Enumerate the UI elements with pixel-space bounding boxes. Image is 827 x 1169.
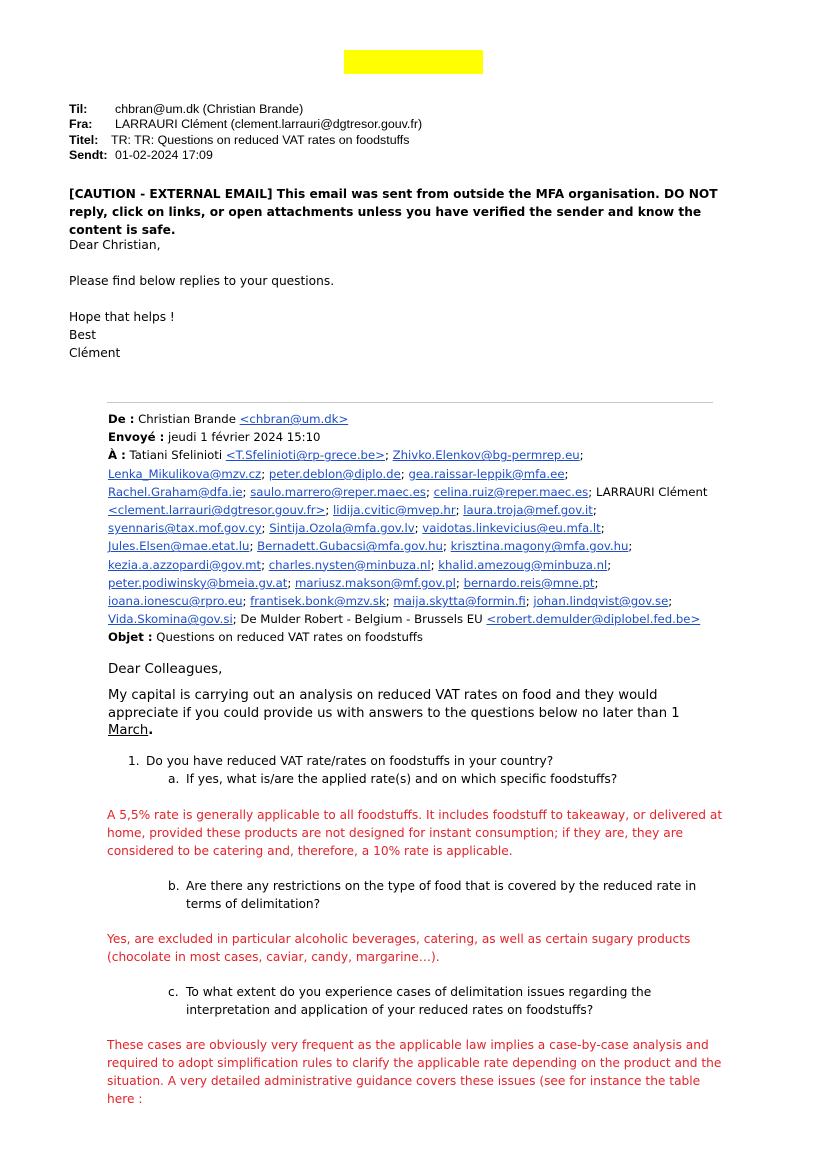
reply-line-3: Best <box>69 328 96 342</box>
email-link[interactable]: gea.raissar-leppik@mfa.ee <box>408 466 565 481</box>
answer-a: A 5,5% rate is generally applicable to all foodstuffs. It includes foodstuff to takeaway, or delivered at home, provided these products are not designed for instant consumption; if they are, they are considered to be catering and, therefore, a 10% rate is applicable. <box>107 808 723 858</box>
forward-to-line-5: syennaris@tax.mof.gov.cy; Sintija.Ozola@mfa.gov.lv; vaidotas.linkevicius@eu.mfa.lt; <box>108 521 605 536</box>
email-link[interactable]: mariusz.makson@mf.gov.pl <box>294 575 456 590</box>
email-link[interactable]: ioana.ionescu@rpro.eu <box>108 594 243 609</box>
question-1a: a. If yes, what is/are the applied rate(s) and on which specific foodstuffs? <box>168 772 618 786</box>
email-link[interactable]: Bernadett.Gubacsi@mfa.gov.hu <box>257 539 443 554</box>
reply-signature: Clément <box>69 346 121 360</box>
email-link[interactable]: <chbran@um.dk> <box>239 412 349 426</box>
reply-line-1: Please find below replies to your questions. <box>69 274 335 288</box>
email-link[interactable]: Vida.Skomina@gov.si <box>108 612 233 627</box>
email-link[interactable]: Lenka_Mikulikova@mzv.cz <box>108 466 262 481</box>
email-link[interactable]: saulo.marrero@reper.maec.es <box>250 484 426 499</box>
email-link[interactable]: maija.skytta@formin.fi <box>393 594 526 609</box>
titel-value: TR: TR: Questions on reduced VAT rates on foodstuffs <box>111 133 410 147</box>
email-link[interactable]: vaidotas.linkevicius@eu.mfa.lt <box>422 521 601 536</box>
email-link[interactable]: <robert.demulder@diplobel.fed.be> <box>486 612 701 627</box>
forward-divider <box>107 402 713 403</box>
reply-line-2: Hope that helps ! <box>69 310 175 324</box>
email-link[interactable]: laura.troja@mef.gov.it <box>463 503 593 518</box>
email-link[interactable]: peter.podiwinsky@bmeia.gv.at <box>108 575 288 590</box>
email-link[interactable]: Rachel.Graham@dfa.ie <box>108 484 243 499</box>
forward-to-line-1: À : Tatiani Sfelinioti <T.Sfelinioti@rp-grece.be>; Zhivko.Elenkov@bg-permrep.eu; <box>108 448 584 463</box>
forward-sent: Envoyé : jeudi 1 février 2024 15:10 <box>108 430 321 445</box>
forward-to-line-7: kezia.a.azzopardi@gov.mt; charles.nysten@minbuza.nl; khalid.amezoug@minbuza.nl; <box>108 557 612 572</box>
original-intro: My capital is carrying out an analysis on reduced VAT rates on food and they would appreciate if you could provide us with answers to the questions below no later than 1 March. <box>108 688 680 738</box>
original-greeting: Dear Colleagues, <box>108 662 223 677</box>
email-link[interactable]: peter.deblon@diplo.de <box>268 466 401 481</box>
forward-to-line-10: Vida.Skomina@gov.si; De Mulder Robert - Belgium - Brussels EU <robert.demulder@diplobel.fed.be> <box>108 612 701 627</box>
forward-to-line-2: Lenka_Mikulikova@mzv.cz; peter.deblon@diplo.de; gea.raissar-leppik@mfa.ee; <box>108 466 569 481</box>
email-link[interactable]: Zhivko.Elenkov@bg-permrep.eu <box>392 448 580 463</box>
forward-to-line-6: Jules.Elsen@mae.etat.lu; Bernadett.Gubacsi@mfa.gov.hu; krisztina.magony@mfa.gov.hu; <box>108 539 633 554</box>
question-1: 1. Do you have reduced VAT rate/rates on foodstuffs in your country? <box>128 754 554 768</box>
email-link[interactable]: Jules.Elsen@mae.etat.lu <box>108 539 250 554</box>
email-link[interactable]: kezia.a.azzopardi@gov.mt <box>108 557 262 572</box>
email-link[interactable]: syennaris@tax.mof.gov.cy <box>108 521 262 536</box>
caution-notice: [CAUTION - EXTERNAL EMAIL] This email was sent from outside the MFA organisation. DO NOT reply, click on links, or open attachments unless you have verified the sender and know the content is safe. <box>69 187 718 237</box>
forward-from: De : Christian Brande <chbran@um.dk> <box>108 412 349 426</box>
email-link[interactable]: bernardo.reis@mne.pt <box>463 575 595 590</box>
email-link[interactable]: johan.lindqvist@gov.se <box>533 594 669 609</box>
email-link[interactable]: khalid.amezoug@minbuza.nl <box>438 557 608 572</box>
question-1c: c. To what extent do you experience cases of delimitation issues regarding the interpretation and application of your reduced rates on foodstuffs? <box>168 985 652 1017</box>
email-link[interactable]: lidija.cvitic@mvep.hr <box>332 503 456 518</box>
answer-b: Yes, are excluded in particular alcoholic beverages, catering, as well as certain sugary products (chocolate in most cases, caviar, candy, margarine…). <box>107 932 691 964</box>
email-link[interactable]: <T.Sfelinioti@rp-grece.be> <box>225 448 385 463</box>
redaction-block <box>344 50 483 74</box>
answer-c: These cases are obviously very frequent as the applicable law implies a case-by-case analysis and required to adopt simplification rules to clarify the applicable rate depending on the product and the situation. A very detailed administrative guidance covers these issues (see for instance the table here : <box>107 1038 722 1106</box>
reply-greeting: Dear Christian, <box>69 238 161 252</box>
forward-to-line-9: ioana.ionescu@rpro.eu; frantisek.bonk@mzv.sk; maija.skytta@formin.fi; johan.lindqvist@gov.se; <box>108 594 673 609</box>
forward-to-line-8: peter.podiwinsky@bmeia.gv.at; mariusz.makson@mf.gov.pl; bernardo.reis@mne.pt; <box>108 575 599 590</box>
header-sendt: Sendt: 01-02-2024 17:09 <box>69 148 213 162</box>
email-link[interactable]: Sintija.Ozola@mfa.gov.lv <box>269 521 415 536</box>
header-fra: Fra: LARRAURI Clément (clement.larrauri@dgtresor.gouv.fr) <box>69 117 423 131</box>
header-titel: Titel: TR: TR: Questions on reduced VAT rates on foodstuffs <box>69 133 410 147</box>
email-link[interactable]: <clement.larrauri@dgtresor.gouv.fr> <box>108 503 326 518</box>
forward-subject: Objet : Questions on reduced VAT rates on foodstuffs <box>108 630 424 645</box>
email-link[interactable]: krisztina.magony@mfa.gov.hu <box>450 539 629 554</box>
header-til: Til: chbran@um.dk (Christian Brande) <box>69 102 304 116</box>
forward-to-line-4: <clement.larrauri@dgtresor.gouv.fr>; lidija.cvitic@mvep.hr; laura.troja@mef.gov.it; <box>108 503 597 518</box>
fra-value: LARRAURI Clément (clement.larrauri@dgtresor.gouv.fr) <box>115 117 423 131</box>
sendt-value: 01-02-2024 17:09 <box>115 148 213 162</box>
email-link[interactable]: charles.nysten@minbuza.nl <box>268 557 431 572</box>
til-value: chbran@um.dk (Christian Brande) <box>115 102 304 116</box>
email-link[interactable]: celina.ruiz@reper.maec.es <box>433 484 589 499</box>
forward-to-line-3: Rachel.Graham@dfa.ie; saulo.marrero@reper.maec.es; celina.ruiz@reper.maec.es; LARRAURI Clément <box>108 484 708 499</box>
forwarded-header <box>108 410 748 647</box>
question-1b: b. Are there any restrictions on the type of food that is covered by the reduced rate in terms of delimitation? <box>168 879 697 911</box>
email-link[interactable]: frantisek.bonk@mzv.sk <box>250 594 386 609</box>
